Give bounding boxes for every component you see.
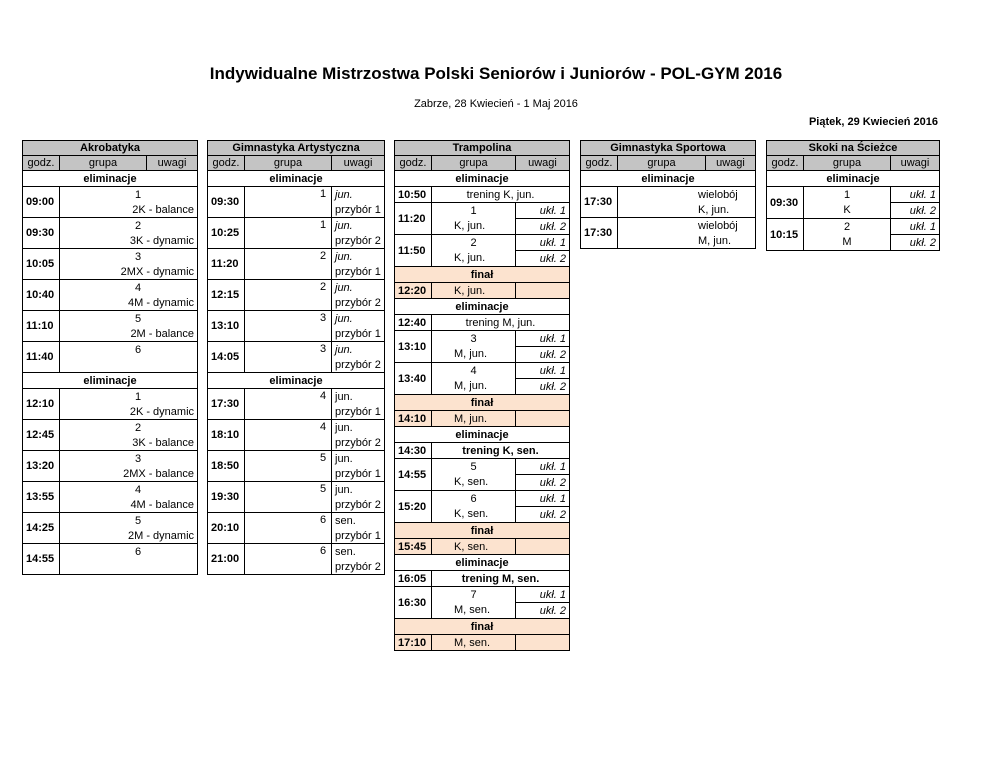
cell: 3: [245, 342, 332, 373]
cell: eliminacje: [395, 427, 570, 443]
cell: 6: [60, 544, 198, 560]
col-godz: godz.: [23, 156, 60, 171]
col-uwagi: uwagi: [147, 156, 198, 171]
time-cell: 09:30: [767, 187, 804, 219]
cell: finał: [395, 395, 570, 411]
cell: [516, 283, 570, 299]
table-row: [23, 342, 198, 358]
cell: [516, 539, 570, 555]
cell: 2: [843, 220, 851, 233]
time-cell: 09:30: [208, 187, 245, 218]
cell: ukł. 1: [516, 587, 570, 603]
table-row: [208, 280, 385, 296]
cell: 6: [245, 544, 332, 575]
cell: 1: [432, 203, 516, 219]
cell: ukł. 2: [516, 251, 570, 267]
cell: przybór 2: [332, 559, 385, 575]
document-subtitle: Zabrze, 28 Kwiecień - 1 Maj 2016: [414, 98, 578, 110]
cell: K, jun.: [432, 251, 516, 267]
table-row: [208, 311, 385, 327]
cell: 4M - balance: [60, 497, 198, 513]
cell: jun.: [332, 280, 385, 296]
cell: ukł. 1: [891, 219, 940, 235]
cell: ukł. 2: [516, 347, 570, 363]
cell: 2M - balance: [60, 326, 198, 342]
cell: ukł. 1: [516, 459, 570, 475]
time-cell: 10:50: [395, 187, 432, 203]
table-row: [395, 299, 570, 315]
cell: 3: [245, 311, 332, 342]
table-akrobatyka: [22, 140, 198, 575]
cell: 1: [60, 187, 198, 203]
cell: K, sen.: [432, 475, 516, 491]
table-row: [395, 427, 570, 443]
cell: 2K - balance: [60, 202, 198, 218]
cell: M, sen.: [432, 603, 516, 619]
table-row: [395, 555, 570, 571]
cell: ukł. 2: [516, 379, 570, 395]
cell: M, jun.: [432, 379, 516, 395]
table-row: [395, 459, 570, 475]
table-row: [208, 544, 385, 560]
cell: 4M - dynamic: [60, 295, 198, 311]
col-grupa: grupa: [245, 156, 332, 171]
cell: 3: [60, 451, 198, 467]
cell: finał: [395, 523, 570, 539]
cell: jun.: [332, 482, 385, 498]
cell: M, jun.: [432, 411, 516, 427]
time-cell: 16:05: [395, 571, 432, 587]
cell: 2: [245, 249, 332, 280]
col-uwagi: uwagi: [891, 156, 940, 171]
cell: 2MX - balance: [60, 466, 198, 482]
time-cell: 17:30: [581, 187, 618, 218]
table-row: [395, 443, 570, 459]
cell: ukł. 1: [516, 491, 570, 507]
cell: 5: [432, 459, 516, 475]
section-label: eliminacje: [395, 171, 570, 187]
cell: ukł. 2: [516, 507, 570, 523]
cell: ukł. 2: [516, 603, 570, 619]
table-row: [395, 283, 570, 299]
cell: M, sen.: [432, 635, 516, 651]
cell: 1: [60, 389, 198, 405]
time-cell: 10:15: [767, 219, 804, 251]
cell: przybór 1: [332, 202, 385, 218]
col-grupa: grupa: [618, 156, 706, 171]
section-label: eliminacje: [23, 171, 198, 187]
col-godz: godz.: [395, 156, 432, 171]
cell: ukł. 2: [516, 219, 570, 235]
section-label: eliminacje: [581, 171, 756, 187]
table-title: Gimnastyka Sportowa: [581, 141, 756, 156]
table-row: [208, 249, 385, 265]
time-cell: 17:30: [581, 218, 618, 249]
time-cell: 13:10: [395, 331, 432, 363]
cell: ukł. 2: [891, 235, 940, 251]
cell: eliminacje: [395, 555, 570, 571]
time-cell: 10:25: [208, 218, 245, 249]
time-cell: 09:30: [23, 218, 60, 249]
col-godz: godz.: [208, 156, 245, 171]
table-row: [581, 218, 756, 234]
cell: sen.: [332, 544, 385, 560]
table-row: [208, 513, 385, 529]
time-cell: 10:40: [23, 280, 60, 311]
table-row: [395, 571, 570, 587]
cell: przybór 2: [332, 497, 385, 513]
col-uwagi: uwagi: [332, 156, 385, 171]
table-row: [395, 267, 570, 283]
table-row: [23, 544, 198, 560]
table-gimnastyka-artystyczna: [207, 140, 385, 575]
table-row: [395, 235, 570, 251]
cell: ukł. 2: [516, 475, 570, 491]
table-row: [395, 315, 570, 331]
cell: jun.: [332, 249, 385, 265]
table-row: [395, 539, 570, 555]
cell: 6: [245, 513, 332, 544]
time-cell: 14:10: [395, 411, 432, 427]
cell: 2M - dynamic: [60, 528, 198, 544]
cell: wielobój: [618, 187, 756, 203]
cell: K, jun.: [432, 219, 516, 235]
table-row: [208, 451, 385, 467]
time-cell: 11:10: [23, 311, 60, 342]
cell: jun.: [332, 187, 385, 203]
cell: 3K - balance: [60, 435, 198, 451]
time-cell: 12:45: [23, 420, 60, 451]
cell: ukł. 1: [516, 235, 570, 251]
cell: M, jun.: [618, 233, 756, 249]
table-row: [23, 513, 198, 529]
cell: [60, 559, 198, 575]
schedule-date: Piątek, 29 Kwiecień 2016: [808, 116, 938, 128]
table-skoki-na-sciezce: [766, 140, 940, 251]
cell: trening K, sen.: [432, 443, 570, 459]
col-uwagi: uwagi: [516, 156, 570, 171]
table-row: [23, 389, 198, 405]
time-cell: 11:20: [208, 249, 245, 280]
cell: jun.: [332, 451, 385, 467]
cell: 1: [245, 218, 332, 249]
cell: 2MX - dynamic: [60, 264, 198, 280]
table-row: [395, 523, 570, 539]
table-row: [395, 491, 570, 507]
table-row: [395, 331, 570, 347]
cell: 5: [245, 451, 332, 482]
table-row: [23, 187, 198, 203]
table-row: [23, 218, 198, 234]
table-row: [23, 420, 198, 436]
cell: 3: [60, 249, 198, 265]
time-cell: 10:05: [23, 249, 60, 280]
table-row: [395, 587, 570, 603]
cell: przybór 1: [332, 404, 385, 420]
table-row: [208, 420, 385, 436]
time-cell: 18:50: [208, 451, 245, 482]
table-row: [23, 311, 198, 327]
table-row: [395, 635, 570, 651]
cell: finał: [395, 619, 570, 635]
cell: ukł. 1: [516, 203, 570, 219]
time-cell: 12:40: [395, 315, 432, 331]
cell: jun.: [332, 218, 385, 234]
time-cell: 17:30: [208, 389, 245, 420]
cell: 7: [432, 587, 516, 603]
col-uwagi: uwagi: [706, 156, 756, 171]
cell: jun.: [332, 342, 385, 358]
cell: [60, 357, 198, 373]
cell: trening M, sen.: [432, 571, 570, 587]
time-cell: 13:40: [395, 363, 432, 395]
table-row: [208, 482, 385, 498]
col-godz: godz.: [767, 156, 804, 171]
section-label: eliminacje: [767, 171, 940, 187]
time-cell: 14:05: [208, 342, 245, 373]
time-cell: 16:30: [395, 587, 432, 619]
cell: sen.: [332, 513, 385, 529]
cell: 5: [60, 513, 198, 529]
cell: ukł. 1: [516, 363, 570, 379]
cell: przybór 2: [332, 295, 385, 311]
cell: ukł. 1: [891, 187, 940, 203]
cell: 4: [432, 363, 516, 379]
cell: 4: [245, 420, 332, 451]
time-cell: 12:10: [23, 389, 60, 420]
cell: 2: [432, 235, 516, 251]
time-cell: 14:55: [395, 459, 432, 491]
cell: 5: [60, 311, 198, 327]
cell: 2: [245, 280, 332, 311]
cell: 4: [60, 482, 198, 498]
cell: 4: [245, 389, 332, 420]
table-row: [581, 187, 756, 203]
table-row: [395, 619, 570, 635]
table-row: [23, 280, 198, 296]
cell: 2: [60, 218, 198, 234]
cell: 4: [60, 280, 198, 296]
table-row: [767, 219, 940, 235]
cell: 1: [843, 188, 851, 201]
table-row: [395, 187, 570, 203]
table-row: [395, 395, 570, 411]
cell: przybór 2: [332, 233, 385, 249]
time-cell: 13:55: [23, 482, 60, 513]
cell: K: [804, 203, 891, 219]
table-row: [395, 411, 570, 427]
col-godz: godz.: [581, 156, 618, 171]
time-cell: 11:50: [395, 235, 432, 267]
col-grupa: grupa: [60, 156, 147, 171]
cell: jun.: [332, 389, 385, 405]
cell: 3K - dynamic: [60, 233, 198, 249]
cell: przybór 1: [332, 528, 385, 544]
cell: jun.: [332, 311, 385, 327]
table-row: [767, 187, 940, 203]
table-row: [23, 249, 198, 265]
time-cell: 13:20: [23, 451, 60, 482]
time-cell: 14:55: [23, 544, 60, 575]
cell: wielobój: [618, 218, 756, 234]
cell: 6: [432, 491, 516, 507]
time-cell: 19:30: [208, 482, 245, 513]
cell: ukł. 2: [891, 203, 940, 219]
table-row: [208, 187, 385, 203]
section-label: eliminacje: [208, 171, 385, 187]
table-row: [208, 342, 385, 358]
cell: 2: [60, 420, 198, 436]
table-row: [395, 363, 570, 379]
time-cell: 18:10: [208, 420, 245, 451]
cell: trening M, jun.: [432, 315, 570, 331]
document-title: Indywidualne Mistrzostwa Polski Seniorów i Juniorów - POL-GYM 2016: [209, 64, 783, 83]
cell: jun.: [332, 420, 385, 436]
table-title: Gimnastyka Artystyczna: [208, 141, 385, 156]
time-cell: 15:20: [395, 491, 432, 523]
time-cell: 21:00: [208, 544, 245, 575]
cell: 2K - dynamic: [60, 404, 198, 420]
cell: przybór 1: [332, 466, 385, 482]
cell: M: [804, 235, 891, 251]
cell: 3: [432, 331, 516, 347]
time-cell: 15:45: [395, 539, 432, 555]
time-cell: 11:20: [395, 203, 432, 235]
time-cell: 09:00: [23, 187, 60, 218]
section-label: eliminacje: [23, 373, 198, 389]
table-row: [23, 451, 198, 467]
cell: K, sen.: [432, 539, 516, 555]
cell: przybór 2: [332, 357, 385, 373]
cell: ukł. 1: [516, 331, 570, 347]
cell: przybór 1: [332, 264, 385, 280]
cell: 5: [245, 482, 332, 513]
table-title: Akrobatyka: [23, 141, 198, 156]
time-cell: 20:10: [208, 513, 245, 544]
col-grupa: grupa: [432, 156, 516, 171]
time-cell: 12:15: [208, 280, 245, 311]
time-cell: 14:25: [23, 513, 60, 544]
cell: K, jun.: [618, 202, 756, 218]
cell: [516, 411, 570, 427]
col-grupa: grupa: [804, 156, 891, 171]
table-row: [208, 389, 385, 405]
cell: [516, 635, 570, 651]
time-cell: 13:10: [208, 311, 245, 342]
time-cell: 12:20: [395, 283, 432, 299]
cell: trening K, jun.: [432, 187, 570, 203]
table-row: [208, 218, 385, 234]
time-cell: 11:40: [23, 342, 60, 373]
cell: 1: [245, 187, 332, 218]
table-gimnastyka-sportowa: [580, 140, 756, 249]
table-title: Trampolina: [395, 141, 570, 156]
cell: finał: [395, 267, 570, 283]
table-row: [395, 203, 570, 219]
cell: K, sen.: [432, 507, 516, 523]
cell: K, jun.: [432, 283, 516, 299]
time-cell: 17:10: [395, 635, 432, 651]
cell: przybór 1: [332, 326, 385, 342]
table-row: [23, 482, 198, 498]
cell: eliminacje: [395, 299, 570, 315]
cell: 6: [60, 342, 198, 358]
cell: M, jun.: [432, 347, 516, 363]
section-label: eliminacje: [208, 373, 385, 389]
cell: przybór 2: [332, 435, 385, 451]
table-trampolina: [394, 140, 570, 651]
table-title: Skoki na Ścieżce: [767, 141, 940, 156]
time-cell: 14:30: [395, 443, 432, 459]
